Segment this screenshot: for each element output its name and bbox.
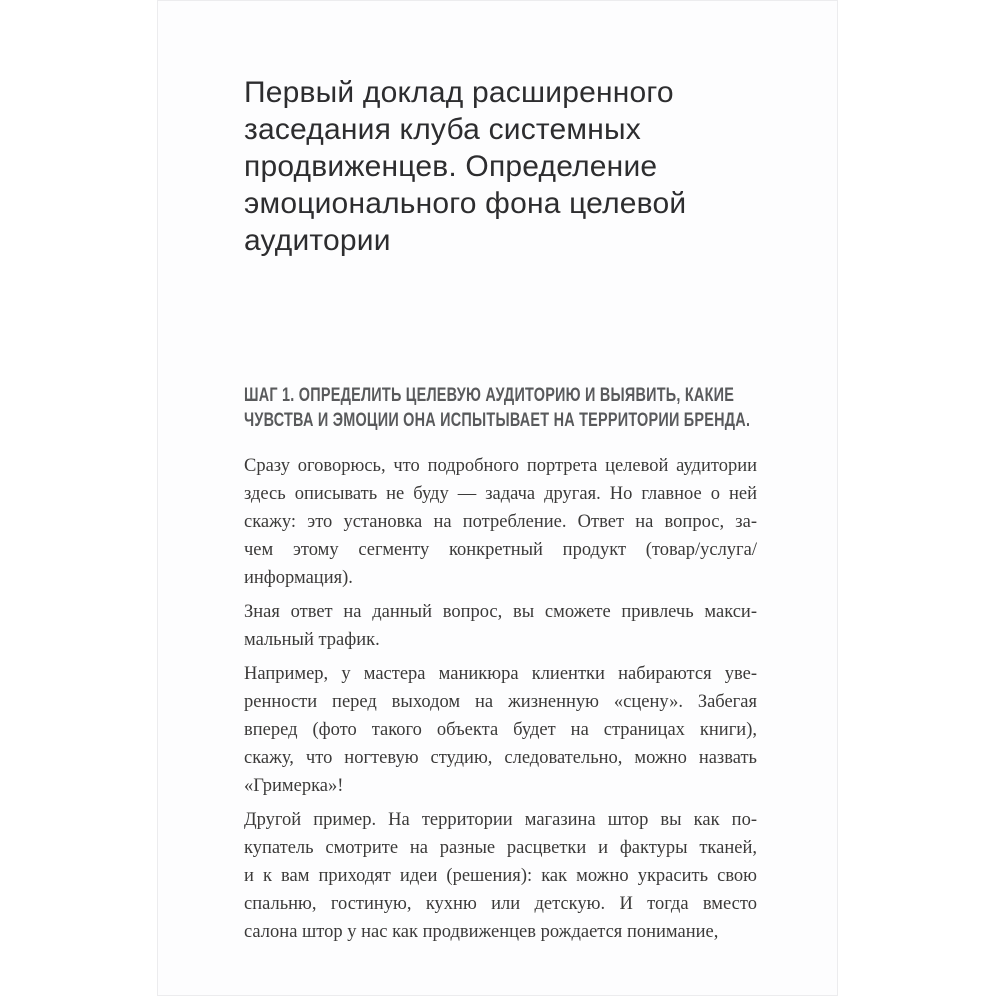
text-line: купатель смотрите на разные расцветки и фактуры тканей, (244, 838, 757, 858)
body-paragraph (244, 806, 757, 946)
body-paragraph (244, 660, 757, 800)
text-line: ренности перед выходом на жизненную «сцену». Забегая (244, 692, 757, 712)
text-line: салона штор у нас как продвиженцев рождается понимание, (244, 922, 719, 942)
text-line: Первый доклад расширенного (244, 76, 674, 109)
text-line: Сразу оговорюсь, что подробного портрета целевой аудитории (244, 456, 757, 476)
text-line: заседания клуба системных (244, 113, 641, 146)
text-line: Например, у мастера маникюра клиентки набираются уве- (244, 664, 757, 684)
text-line: здесь описывать не буду — задача другая. Но главное о ней (244, 484, 757, 504)
text-line: Другой пример. На территории магазина штор вы как по- (244, 810, 757, 830)
section-heading (244, 383, 910, 433)
body-text (244, 452, 757, 952)
text-line: эмоционального фона целевой (244, 187, 687, 220)
book-page (157, 0, 838, 996)
text-line: аудитории (244, 224, 391, 257)
body-paragraph (244, 598, 757, 654)
page-content (244, 1, 757, 995)
text-line: Зная ответ на данный вопрос, вы сможете привлечь макси- (244, 602, 757, 622)
text-line: чем этому сегменту конкретный продукт (товар/услуга/ (244, 540, 757, 560)
body-paragraph (244, 452, 757, 592)
text-line: продвиженцев. Определение (244, 150, 658, 183)
chapter-title (244, 74, 686, 259)
text-line: и к вам приходят идеи (решения): как можно украсить свою (244, 866, 757, 886)
text-line: скажу, что ногтевую студию, следовательно, можно назвать (244, 748, 757, 768)
text-line: «Гримерка»! (244, 776, 344, 796)
text-line: ЧУВСТВА И ЭМОЦИИ ОНА ИСПЫТЫВАЕТ НА ТЕРРИТОРИИ БРЕНДА. (244, 410, 751, 431)
text-line: ШАГ 1. ОПРЕДЕЛИТЬ ЦЕЛЕВУЮ АУДИТОРИЮ И ВЫЯВИТЬ, КАКИЕ (244, 385, 735, 406)
text-line: спальню, гостиную, кухню или детскую. И тогда вместо (244, 894, 757, 914)
text-line: скажу: это установка на потребление. Ответ на вопрос, за- (244, 512, 757, 532)
text-line: вперед (фото такого объекта будет на страницах книги), (244, 720, 757, 740)
text-line: информация). (244, 568, 353, 588)
text-line: мальный трафик. (244, 630, 380, 650)
